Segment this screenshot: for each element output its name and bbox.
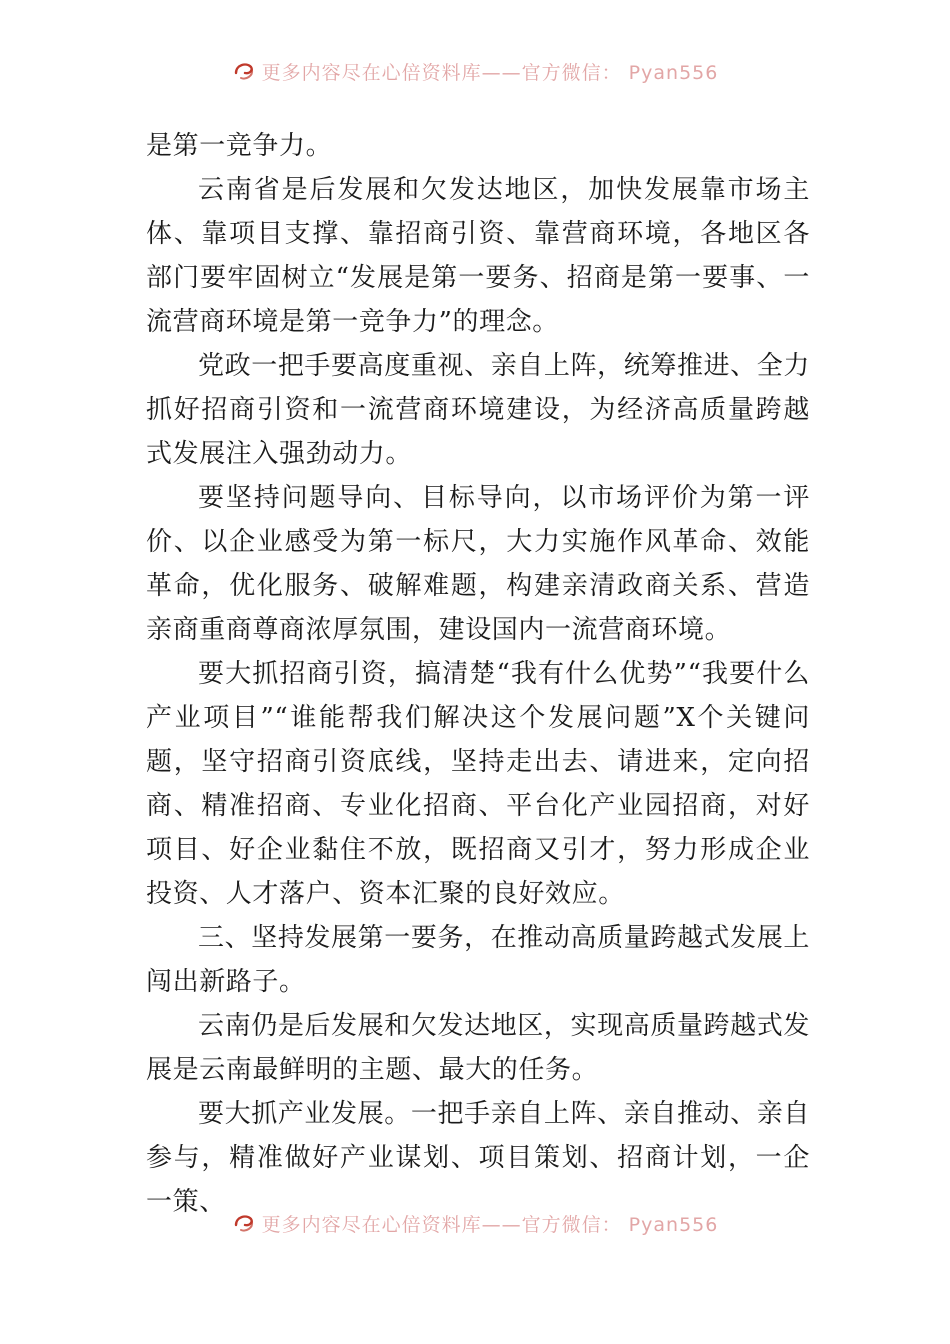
paragraph: 云南仍是后发展和欠发达地区，实现高质量跨越式发展是云南最鲜明的主题、最大的任务。 [146, 1011, 810, 1085]
footer-watermark [0, 1208, 950, 1238]
watermark-text: 更多内容尽在心倍资料库——官方微信： Pyan556 [261, 1213, 719, 1236]
paragraph: 云南省是后发展和欠发达地区，加快发展靠市场主体、靠项目支撑、靠招商引资、靠营商环境，各地区各部门要牢固树立“发展是第一要务、招商是第一要事、一流营商环境是第一竞争力”的理念。 [146, 175, 810, 337]
paragraph: 要大抓招商引资，搞清楚“我有什么优势”“我要什么产业项目”“谁能帮我们解决这个发展问题”X个关键问题，坚守招商引资底线，坚持走出去、请进来，定向招商、精准招商、专业化招商、平台化产业园招商，对好项目、好企业黏住不放，既招商又引才，努力形成企业投资、人才落户、资本汇聚的良好效应。 [146, 659, 810, 909]
document-body [146, 124, 810, 1224]
paragraph: 是第一竞争力。 [146, 131, 333, 161]
section-heading: 三、坚持发展第一要务，在推动高质量跨越式发展上闯出新路子。 [146, 923, 810, 997]
watermark-text: 更多内容尽在心倍资料库——官方微信： Pyan556 [261, 61, 719, 84]
paragraph: 党政一把手要高度重视、亲自上阵，统筹推进、全力抓好招商引资和一流营商环境建设，为经济高质量跨越式发展注入强劲动力。 [146, 351, 810, 469]
header-watermark [0, 56, 950, 86]
paragraph: 要坚持问题导向、目标导向，以市场评价为第一评价、以企业感受为第一标尺，大力实施作风革命、效能革命，优化服务、破解难题，构建亲清政商关系、营造亲商重商尊商浓厚氛围，建设国内一流营商环境。 [146, 483, 810, 645]
paragraph: 要大抓产业发展。一把手亲自上阵、亲自推动、亲自参与，精准做好产业谋划、项目策划、招商计划，一企一策、 [146, 1099, 810, 1217]
watermark-logo-icon [232, 59, 256, 83]
watermark-logo-icon [232, 1211, 256, 1235]
